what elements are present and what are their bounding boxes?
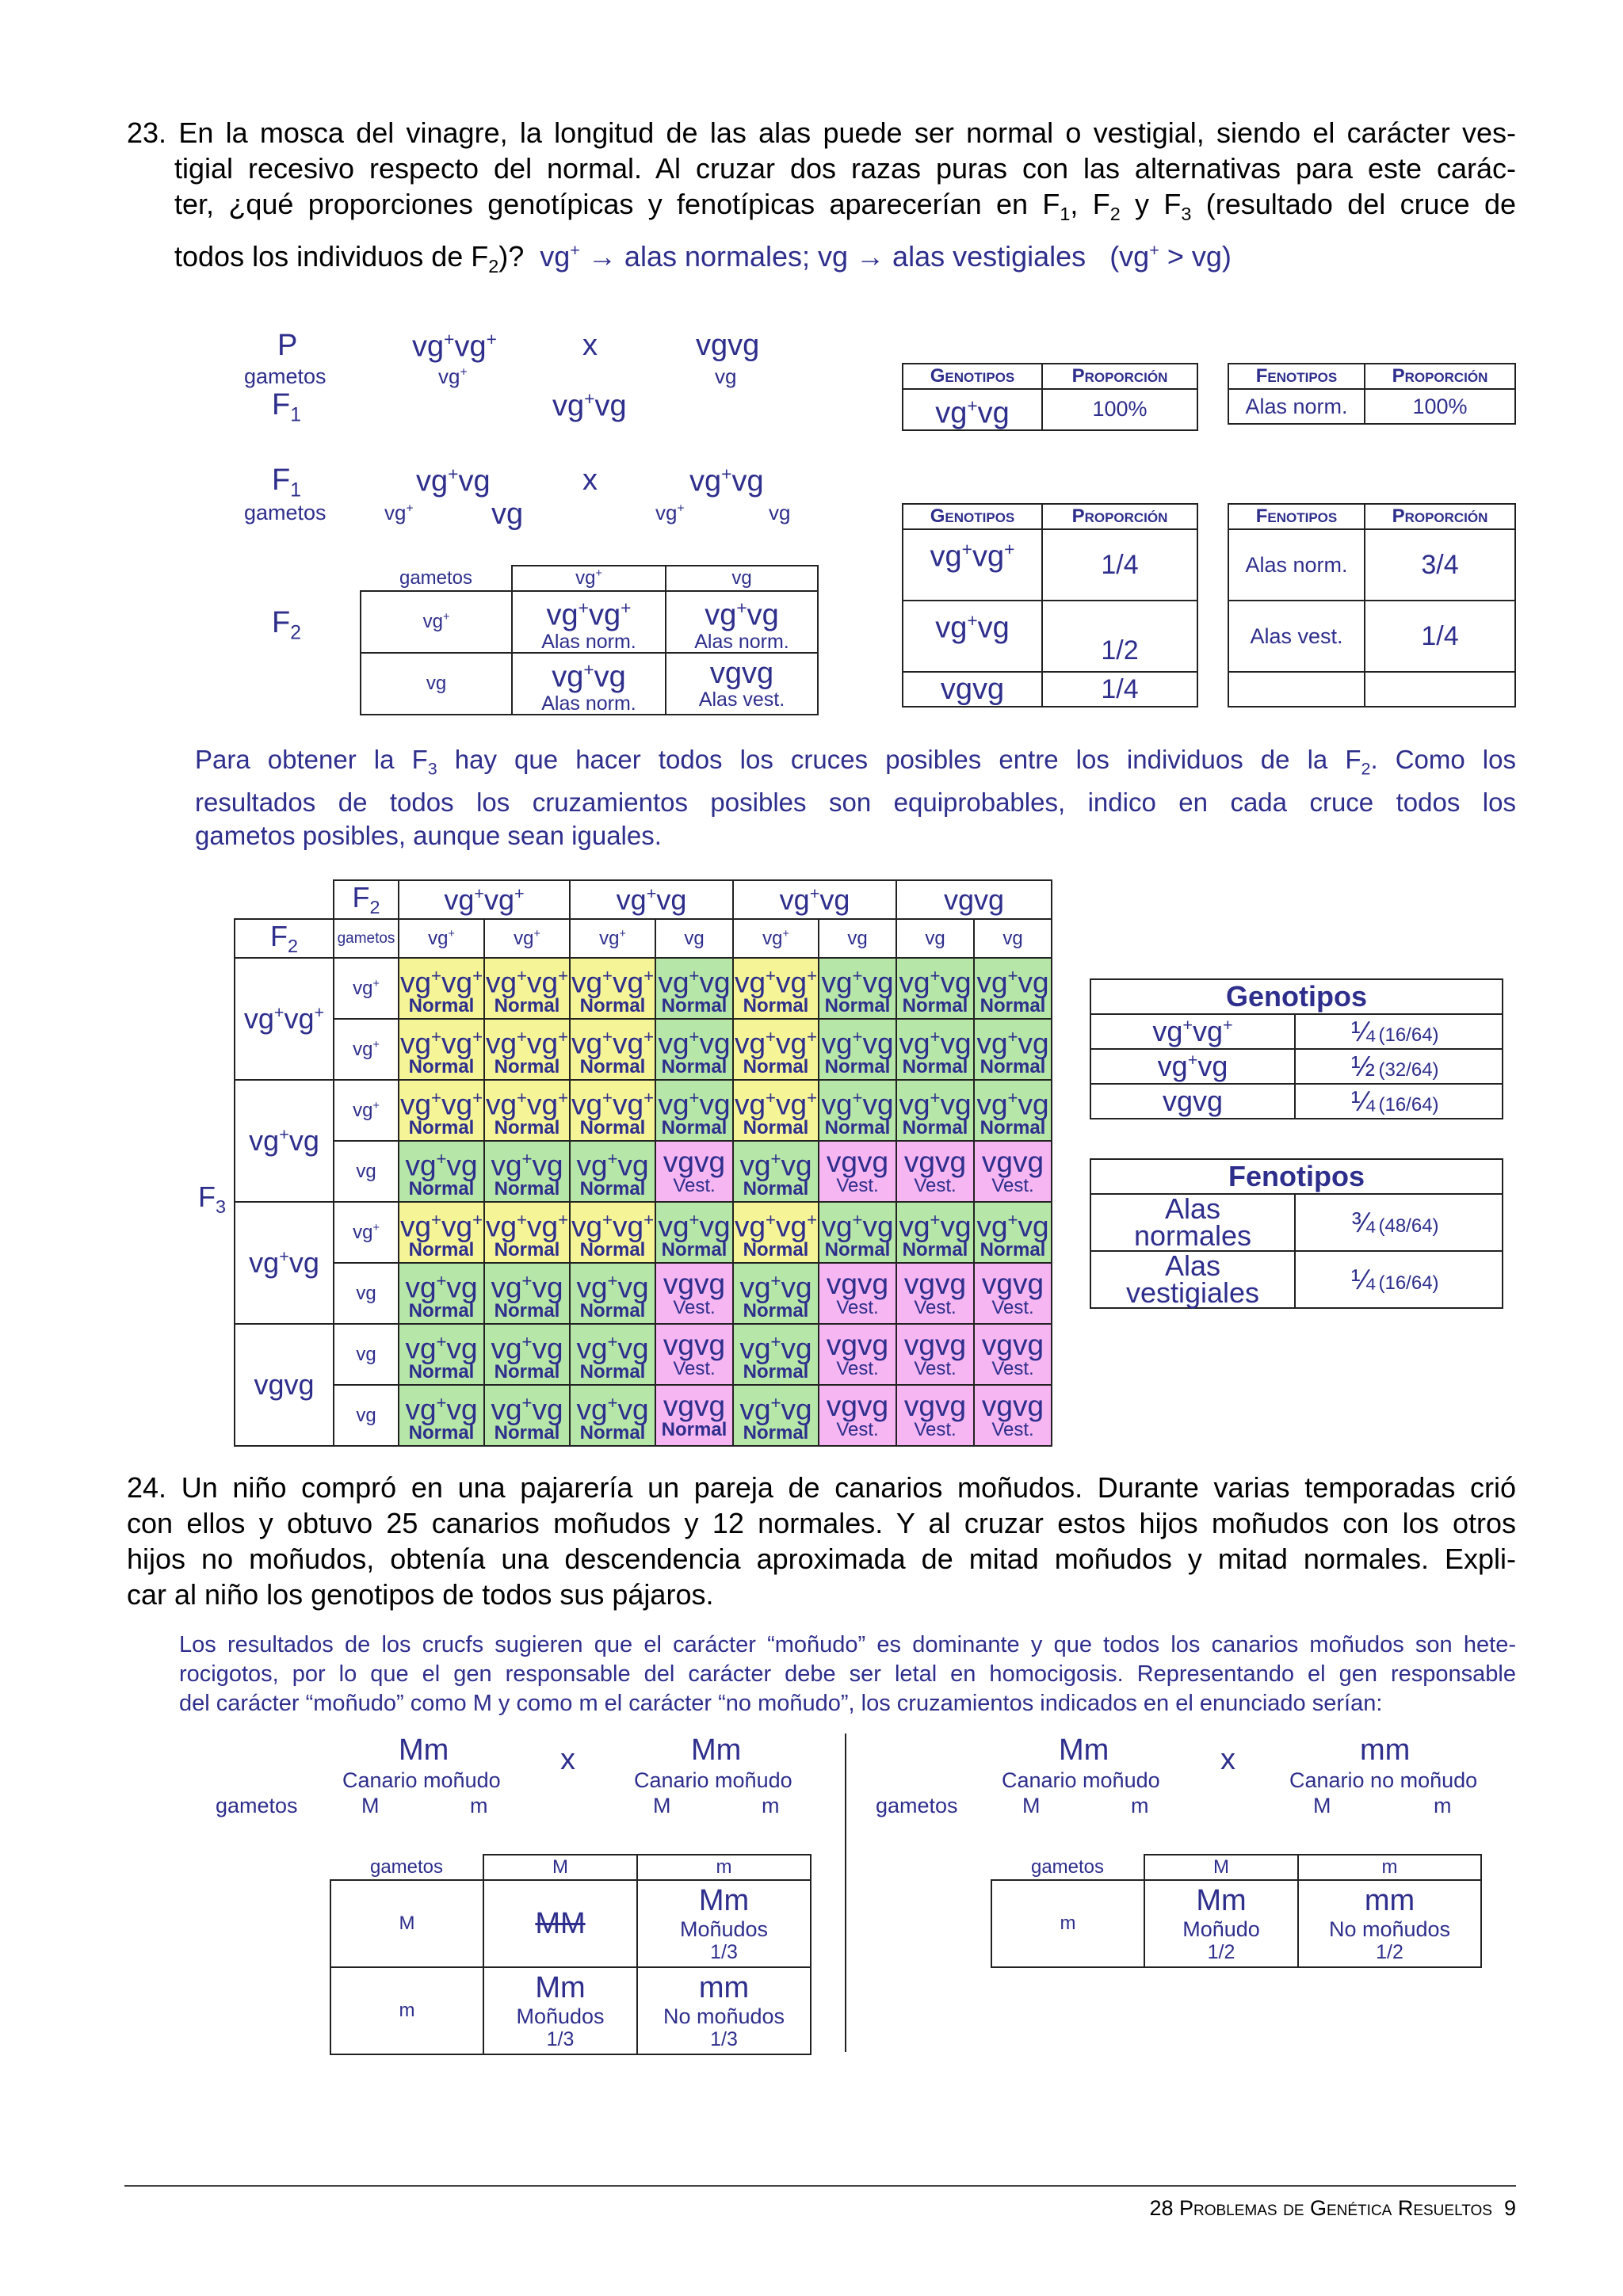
- f3-punnett-square: [234, 879, 1052, 1447]
- f3-row-gamete: vg: [334, 1385, 399, 1446]
- f3-col-parent: vg+vg: [733, 880, 896, 919]
- f3-cell: vg+vg Normal: [655, 1080, 733, 1141]
- f3-cell: vg+vg Normal: [570, 1263, 655, 1324]
- crossB-gamete: M: [1022, 1794, 1041, 1817]
- f3-row-header-label: $F_2$: [235, 919, 334, 958]
- crossB-parent2: mm: [1360, 1733, 1411, 1767]
- crossA-row-m: m: [330, 1967, 483, 2054]
- f3-cell: vg+vg Normal: [896, 1019, 974, 1080]
- f3-col-parent: vg+vg+: [399, 880, 570, 919]
- crossB-gamete: m: [1434, 1794, 1452, 1817]
- f3-cell: vg+vg Normal: [974, 1202, 1052, 1263]
- statement-line: tigial recesivo respecto del normal. Al cruzar dos razas puras con las alternativas para este carác-: [174, 152, 1516, 185]
- f2-feno-1-proportion: 3/4: [1365, 529, 1515, 601]
- f3-col-gamete: vg: [974, 919, 1052, 958]
- f2-geno-header-genotipos: Genotipos: [903, 504, 1042, 529]
- f3-cell: vgvg Vest.: [655, 1141, 733, 1202]
- answer-line: Los resultados de los crucfs sugieren que el carácter “moñudo” es dominante y que todos los canarios moñudos son hete-: [179, 1632, 1516, 1657]
- crossA-gametos-label: gametos: [216, 1794, 298, 1817]
- f3-cell: vgvg Vest.: [974, 1385, 1052, 1446]
- f3-col-gamete: vg: [819, 919, 896, 958]
- f3-geno-2: vg+vg: [1090, 1049, 1295, 1084]
- crossB-col-M: M: [1144, 1855, 1298, 1880]
- f2-phenotype-table: [1228, 503, 1516, 707]
- f3-col-gamete: vg+: [733, 919, 819, 958]
- footer-rule: [124, 2185, 1516, 2187]
- cell-fraction: 1/3: [546, 2028, 575, 2050]
- f3-feno-1: Alas normales: [1090, 1194, 1295, 1251]
- f3-cell: vg+vg Normal: [733, 1324, 819, 1385]
- cross2-parent2: vg+vg: [689, 463, 764, 498]
- f2-geno-2-proportion: 1/2: [1042, 601, 1197, 672]
- f3-intro-line: gametos posibles, aunque sean iguales.: [195, 820, 662, 850]
- f3-row-parent: vg+vg: [235, 1080, 334, 1202]
- cross2-gametos-label: gametos: [244, 501, 327, 524]
- punnett-row-vg: vg: [361, 653, 512, 715]
- cell-phenotype: Moñudo: [1182, 1917, 1260, 1941]
- f3-cell: vg+vg+ Normal: [733, 958, 819, 1019]
- allele-legend: vg+ → alas normales; vg → alas vestigiales (vg+ > vg): [540, 240, 1232, 273]
- crossA-col-m: m: [637, 1855, 811, 1880]
- f1-geno-proportion: 100%: [1042, 389, 1197, 430]
- punnett-cell: vgvg Alas vest.: [666, 653, 818, 715]
- cell-genotype: Mm: [1196, 1884, 1247, 1917]
- f3-cell: vg+vg Normal: [570, 1385, 655, 1446]
- f3-cell: vg+vg Normal: [484, 1385, 570, 1446]
- f3-geno-3-fraction: ¼ (16/64): [1295, 1084, 1503, 1119]
- f2-geno-3: vgvg: [903, 672, 1042, 707]
- f3-cell: vg+vg Normal: [484, 1141, 570, 1202]
- f3-geno-1-fraction: ¼ (16/64): [1295, 1014, 1503, 1049]
- cross1-f1-label: $F_1$: [272, 388, 301, 426]
- crossB-parent1-desc: Canario moñudo: [1002, 1768, 1160, 1792]
- crossA-parent2: Mm: [691, 1733, 742, 1767]
- f3-label: $F_3$: [198, 1180, 227, 1218]
- f3-row-gamete: vg: [334, 1141, 399, 1202]
- f3-cell: vg+vg Normal: [974, 1019, 1052, 1080]
- statement-line: ter, ¿qué proporciones genotípicas y fenotípicas aparecerían en $F_1$, $F_2$ y $F_3$ (resultado del cruce de: [174, 188, 1516, 225]
- f3-cell: vgvg Vest.: [819, 1263, 896, 1324]
- f1-feno-proportion: 100%: [1365, 389, 1515, 424]
- page-number: 9: [1503, 2196, 1516, 2220]
- f3-cell: vg+vg+ Normal: [484, 1202, 570, 1263]
- footer: [1149, 2196, 1516, 2221]
- f2-feno-2: Alas vest.: [1228, 601, 1365, 672]
- f3-cell: vg+vg Normal: [484, 1263, 570, 1324]
- crossB-cell: [1144, 1880, 1298, 1967]
- f3-cell: vgvg Vest.: [974, 1263, 1052, 1324]
- lethal-genotype: MM: [535, 1907, 586, 1940]
- f3-col-parent: vgvg: [896, 880, 1052, 919]
- f1-phenotype-table: [1228, 363, 1516, 425]
- f3-cell: vg+vg+ Normal: [399, 958, 484, 1019]
- cell-genotype: Mm: [535, 1971, 586, 2004]
- answer-line: rocigotos, por lo que el gen responsable del carácter debe ser letal en homocigosis. Representando el gen responsable: [179, 1661, 1516, 1687]
- crossA-col-M: M: [483, 1855, 637, 1880]
- f3-cell: vg+vg Normal: [570, 1324, 655, 1385]
- f3-cell: vg+vg Normal: [974, 1080, 1052, 1141]
- punnett-cell: vg+vg Alas norm.: [666, 591, 818, 653]
- statement-line: 23. En la mosca del vinagre, la longitud de las alas puede ser normal o vestigial, siendo el carácter ves-: [127, 116, 1516, 149]
- f3-cell: vgvg Normal: [655, 1385, 733, 1446]
- f2-genotype-table: [902, 503, 1198, 707]
- crossB-x: x: [1220, 1743, 1235, 1776]
- f1-feno-header-fenotipos: Fenotipos: [1228, 364, 1365, 389]
- f2-geno-1: vg+vg+: [903, 529, 1042, 601]
- f3-cell: vg+vg Normal: [974, 958, 1052, 1019]
- crossA-corner: gametos: [330, 1855, 483, 1880]
- f3-col-gamete: vg: [896, 919, 974, 958]
- crossA-parent2-desc: Canario moñudo: [634, 1768, 792, 1792]
- f3-genotipos-title: Genotipos: [1090, 979, 1503, 1014]
- f3-feno-1-fraction: ¾ (48/64): [1295, 1194, 1503, 1251]
- crossB-gamete: m: [1131, 1794, 1149, 1817]
- f1-genotype-table: [902, 363, 1198, 431]
- f3-cell: vg+vg+ Normal: [570, 1080, 655, 1141]
- cross1-gametos-label: gametos: [244, 364, 327, 388]
- crossA-row-M: M: [330, 1880, 483, 1967]
- f3-feno-2: Alas vestigiales: [1090, 1251, 1295, 1308]
- f3-col-gamete: vg+: [484, 919, 570, 958]
- f3-cell: vg+vg Normal: [655, 1019, 733, 1080]
- f2-feno-header-proporcion: Proporción: [1365, 504, 1515, 529]
- crossB-col-m: m: [1298, 1855, 1481, 1880]
- problem-24-statement: [127, 1470, 1516, 1612]
- statement-line: con ellos y obtuvo 25 canarios moñudos y 12 normales. Y al cruzar estos hijos moñudos con los otros: [127, 1507, 1516, 1539]
- f3-cell: vg+vg+ Normal: [570, 1019, 655, 1080]
- f3-intro-line: resultados de todos los cruzamientos posibles son equiprobables, indico en cada cruce todos los: [195, 787, 1516, 817]
- f3-cell: vg+vg Normal: [399, 1324, 484, 1385]
- problem-24-answer: [179, 1630, 1516, 1718]
- cross2-gamete1b: vg: [491, 498, 524, 531]
- f2-feno-header-fenotipos: Fenotipos: [1228, 504, 1365, 529]
- f3-intro-line: Para obtener la $F_3$ hay que hacer todos los cruces posibles entre los individuos de la $F_2$. Como los: [195, 745, 1516, 779]
- cross1-gamete1: vg+: [438, 364, 468, 388]
- cell-genotype: Mm: [698, 1884, 750, 1917]
- f3-cell: vg+vg+ Normal: [733, 1202, 819, 1263]
- f3-row-gamete: vg: [334, 1263, 399, 1324]
- f3-geno-3: vgvg: [1090, 1084, 1295, 1119]
- f3-cell: vg+vg Normal: [733, 1141, 819, 1202]
- cross2-f2-label: $F_2$: [272, 606, 301, 644]
- f3-cell: vg+vg Normal: [655, 958, 733, 1019]
- f3-geno-1: vg+vg+: [1090, 1014, 1295, 1049]
- problem-23-statement: [127, 115, 1516, 284]
- cross1-x: x: [582, 329, 598, 362]
- cell-fraction: 1/2: [1207, 1941, 1235, 1963]
- crossA-cell-lethal: [483, 1880, 637, 1967]
- cell-fraction: 1/3: [710, 1941, 738, 1963]
- f3-cell: vg+vg+ Normal: [733, 1080, 819, 1141]
- cell-genotype: mm: [1364, 1884, 1415, 1917]
- f3-row-parent: vg+vg+: [235, 958, 334, 1080]
- f3-row-gamete: vg+: [334, 1019, 399, 1080]
- crossA-cell: [483, 1967, 637, 2054]
- cell-genotype: mm: [698, 1971, 750, 2004]
- answer-line: del carácter “moñudo” como M y como m el carácter “no moñudo”, los cruzamientos indicados en el enunciado serían:: [179, 1691, 1383, 1716]
- f3-cell: vg+vg Normal: [896, 1080, 974, 1141]
- f3-row-gamete: vg+: [334, 1202, 399, 1263]
- f3-cell: vg+vg+ Normal: [733, 1019, 819, 1080]
- f3-cell: vgvg Vest.: [974, 1324, 1052, 1385]
- f3-cell: vg+vg Normal: [896, 1202, 974, 1263]
- f2-geno-3-proportion: 1/4: [1042, 672, 1197, 707]
- f3-geno-2-fraction: ½ (32/64): [1295, 1049, 1503, 1084]
- f3-cell: vg+vg Normal: [819, 958, 896, 1019]
- f2-feno-empty: [1365, 672, 1515, 707]
- f3-cell: vg+vg Normal: [655, 1202, 733, 1263]
- f3-row-gamete: vg+: [334, 958, 399, 1019]
- f3-col-gamete: vg: [655, 919, 733, 958]
- f3-cell: vg+vg Normal: [399, 1263, 484, 1324]
- cell-fraction: 1/3: [710, 2028, 738, 2050]
- f3-col-gamete: vg+: [570, 919, 655, 958]
- f3-cell: vg+vg Normal: [733, 1263, 819, 1324]
- cell-phenotype: Moñudos: [679, 1917, 769, 1941]
- f3-col-header-label: $F_2$: [334, 880, 399, 919]
- punnett-corner: gametos: [361, 566, 512, 591]
- statement-line: todos los individuos de $F_2$)? vg+ → alas normales; vg → alas vestigiales (vg+ > vg): [174, 240, 1232, 277]
- f3-cell: vgvg Vest.: [655, 1263, 733, 1324]
- f2-geno-header-proporcion: Proporción: [1042, 504, 1197, 529]
- f1-feno-value: Alas norm.: [1228, 389, 1365, 424]
- f3-cell: vg+vg Normal: [819, 1080, 896, 1141]
- f3-cell: vgvg Vest.: [896, 1324, 974, 1385]
- f3-row-gamete: vg+: [334, 1080, 399, 1141]
- f3-genotype-summary: [1090, 978, 1503, 1119]
- crossB-cell: [1298, 1880, 1481, 1967]
- crossA-cell: [637, 1880, 811, 1967]
- f3-cell: vgvg Vest.: [819, 1141, 896, 1202]
- f3-fenotipos-title: Fenotipos: [1090, 1159, 1503, 1194]
- cross1-p-label: P: [277, 329, 298, 362]
- crossA-parent1-desc: Canario moñudo: [342, 1768, 501, 1792]
- punnett-row-vg-plus: vg+: [361, 591, 512, 653]
- f1-geno-value: vg+vg: [903, 389, 1042, 430]
- crossB-gamete: M: [1313, 1794, 1331, 1817]
- crossB-parent2-desc: Canario no moñudo: [1289, 1768, 1478, 1792]
- cross1-gamete2: vg: [715, 364, 737, 388]
- f3-cell: vgvg Vest.: [896, 1141, 974, 1202]
- f1-geno-header-proporcion: Proporción: [1042, 364, 1197, 389]
- crossA-cell: [637, 1967, 811, 2054]
- cross2-f1-label: $F_1$: [272, 463, 301, 502]
- f3-cell: vg+vg Normal: [399, 1141, 484, 1202]
- f3-cell: vg+vg Normal: [399, 1385, 484, 1446]
- f3-gametos-label: gametos: [334, 919, 399, 958]
- f3-feno-2-fraction: ¼ (16/64): [1295, 1251, 1503, 1308]
- f3-cell: vgvg Vest.: [896, 1385, 974, 1446]
- crossA-x: x: [560, 1743, 575, 1776]
- crossA-gamete: m: [762, 1794, 780, 1817]
- f3-cell: vg+vg+ Normal: [570, 958, 655, 1019]
- f2-geno-1-proportion: 1/4: [1042, 529, 1197, 601]
- f3-row-parent: vgvg: [235, 1324, 334, 1446]
- cell-phenotype: No moñudos: [663, 2004, 785, 2028]
- cross1-parent2: vgvg: [696, 329, 760, 362]
- crossA-gamete: M: [653, 1794, 671, 1817]
- punnett-cell: vg+vg+ Alas norm.: [512, 591, 666, 653]
- cross2-gamete2b: vg: [769, 501, 791, 524]
- f3-cell: vgvg Vest.: [896, 1263, 974, 1324]
- f3-blank: [235, 880, 334, 919]
- statement-line: car al niño los genotipos de todos sus pájaros.: [127, 1578, 714, 1611]
- punnett-col-vg: vg: [666, 566, 818, 591]
- f3-col-parent: vg+vg: [570, 880, 733, 919]
- f3-col-gamete: vg+: [399, 919, 484, 958]
- f3-cell: vgvg Vest.: [655, 1324, 733, 1385]
- punnett-col-vg-plus: vg+: [512, 566, 666, 591]
- statement-line: 24. Un niño compró en una pajarería un pareja de canarios moñudos. Durante varias temporadas crió: [127, 1471, 1516, 1504]
- f3-cell: vg+vg Normal: [570, 1141, 655, 1202]
- f3-cell: vg+vg+ Normal: [570, 1202, 655, 1263]
- cross2-gamete1a: vg+: [384, 501, 414, 524]
- f3-cell: vg+vg+ Normal: [399, 1019, 484, 1080]
- cross-divider: [845, 1733, 846, 2052]
- cross1-offspring: vg+vg: [552, 388, 627, 423]
- cross2-gamete2a: vg+: [655, 501, 685, 524]
- f2-feno-1: Alas norm.: [1228, 529, 1365, 601]
- crossA-gamete: M: [361, 1794, 380, 1817]
- f3-cell: vg+vg+ Normal: [484, 1019, 570, 1080]
- crossA-gamete: m: [470, 1794, 488, 1817]
- f3-cell: vg+vg Normal: [733, 1385, 819, 1446]
- f3-row-parent: vg+vg: [235, 1202, 334, 1324]
- cross2-x: x: [582, 463, 598, 497]
- f2-feno-empty: [1228, 672, 1365, 707]
- cell-fraction: 1/2: [1376, 1941, 1403, 1963]
- f3-cell: vg+vg+ Normal: [399, 1080, 484, 1141]
- statement-line: hijos no moñudos, obtenía una descendencia aproximada de mitad moñudos y mitad normales. Expli-: [127, 1543, 1516, 1575]
- f3-cell: vg+vg Normal: [819, 1019, 896, 1080]
- f3-cell: vg+vg+ Normal: [484, 958, 570, 1019]
- f3-cell: vgvg Vest.: [819, 1324, 896, 1385]
- f3-cell: vg+vg+ Normal: [399, 1202, 484, 1263]
- crossB-row-m: m: [991, 1880, 1144, 1967]
- f2-feno-2-proportion: 1/4: [1365, 601, 1515, 672]
- f3-cell: vg+vg Normal: [484, 1324, 570, 1385]
- f3-cell: vg+vg+ Normal: [484, 1080, 570, 1141]
- f2-punnett-square: [360, 565, 819, 715]
- crossA-punnett-square: [330, 1854, 812, 2055]
- f3-cell: vgvg Vest.: [819, 1385, 896, 1446]
- cross1-parent1: vg+vg+: [412, 329, 497, 364]
- f3-phenotype-summary: [1090, 1158, 1503, 1309]
- f3-cell: vg+vg Normal: [896, 958, 974, 1019]
- crossB-punnett-square: [991, 1854, 1482, 1968]
- f3-intro: [195, 743, 1516, 852]
- footer-title: 28 Problemas de Genética Resueltos: [1149, 2196, 1492, 2220]
- crossB-corner: gametos: [991, 1855, 1144, 1880]
- f3-cell: vgvg Vest.: [974, 1141, 1052, 1202]
- f1-geno-header-genotipos: Genotipos: [903, 364, 1042, 389]
- f2-geno-2: vg+vg: [903, 601, 1042, 672]
- crossB-gametos-label: gametos: [876, 1794, 958, 1817]
- crossB-parent1: Mm: [1059, 1733, 1109, 1767]
- cell-phenotype: Moñudos: [516, 2004, 605, 2028]
- cross2-parent1: vg+vg: [416, 463, 491, 498]
- f1-feno-header-proporcion: Proporción: [1365, 364, 1515, 389]
- f3-row-gamete: vg: [334, 1324, 399, 1385]
- f3-cell: vg+vg Normal: [819, 1202, 896, 1263]
- punnett-cell: vg+vg Alas norm.: [512, 653, 666, 715]
- cell-phenotype: No moñudos: [1328, 1917, 1451, 1941]
- crossA-parent1: Mm: [399, 1733, 449, 1767]
